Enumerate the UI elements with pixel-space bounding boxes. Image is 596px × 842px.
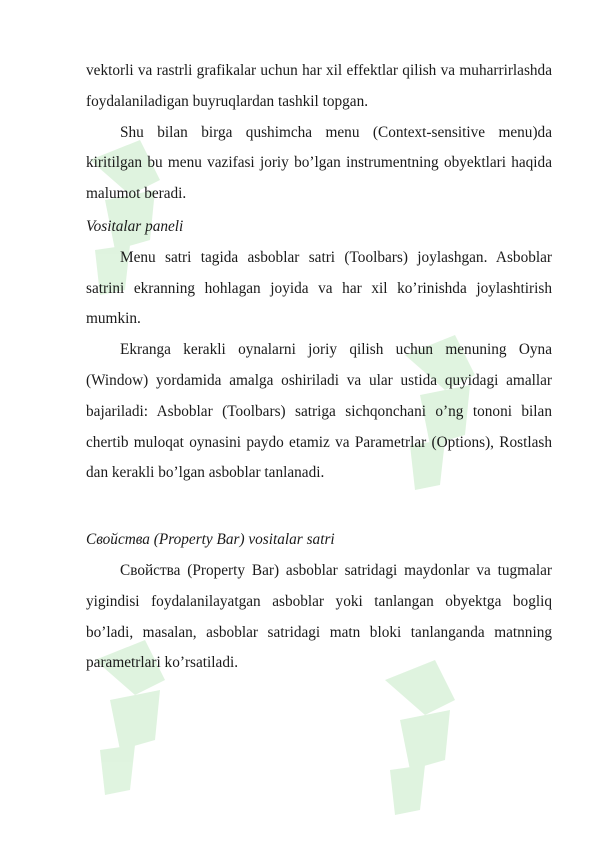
paragraph-toolbars-location: Menu satri tagida asboblar satri (Toolbars) joylashgan. Asboblar satrini ekranning hohlagan joyida va har xil ko’rinishda joylashtirish mumkin. xyxy=(86,248,552,328)
paragraph-graphics-commands: vektorli va rastrli grafikalar uchun har xil effektlar qilish va muharrirlashda foydalaniladigan buyruqlardan tashkil topgan. xyxy=(86,62,552,110)
document-page xyxy=(86,56,552,679)
paragraph-window-menu: Ekranga kerakli oynalarni joriy qilish uchun menuning Oyna (Window) yordamida amalga oshiriladi va ular ustida quyidagi amallar bajariladi: Asboblar (Toolbars) satriga sichqonchani o’ng tononi bilan chertib muloqat oynasini paydo etamiz va Parametrlar (Options), Rostlash dan kerakli bo’lgan asboblar tanlanadi. xyxy=(86,341,552,482)
paragraph-context-menu: Shu bilan birga qushimcha menu (Context-sensitive menu)da kiritilgan bu menu vazifasi joriy bo’lgan instrumentning obyektlari haqida malumot beradi. xyxy=(86,123,552,203)
paragraph-property-bar: Свойства (Property Bar) asboblar satridagi maydonlar va tugmalar yigindisi foydalanilayatgan asboblar yoki tanlangan obyektga bogliq bo’ladi, masalan, asboblar satridagi matn bloki tanlanganda matnning parametrlari ko’rsatiladi. xyxy=(86,561,552,672)
heading-toolbars-panel: Vositalar paneli xyxy=(86,217,184,235)
heading-property-bar: Свойства (Property Bar) vositalar satri xyxy=(86,531,335,549)
